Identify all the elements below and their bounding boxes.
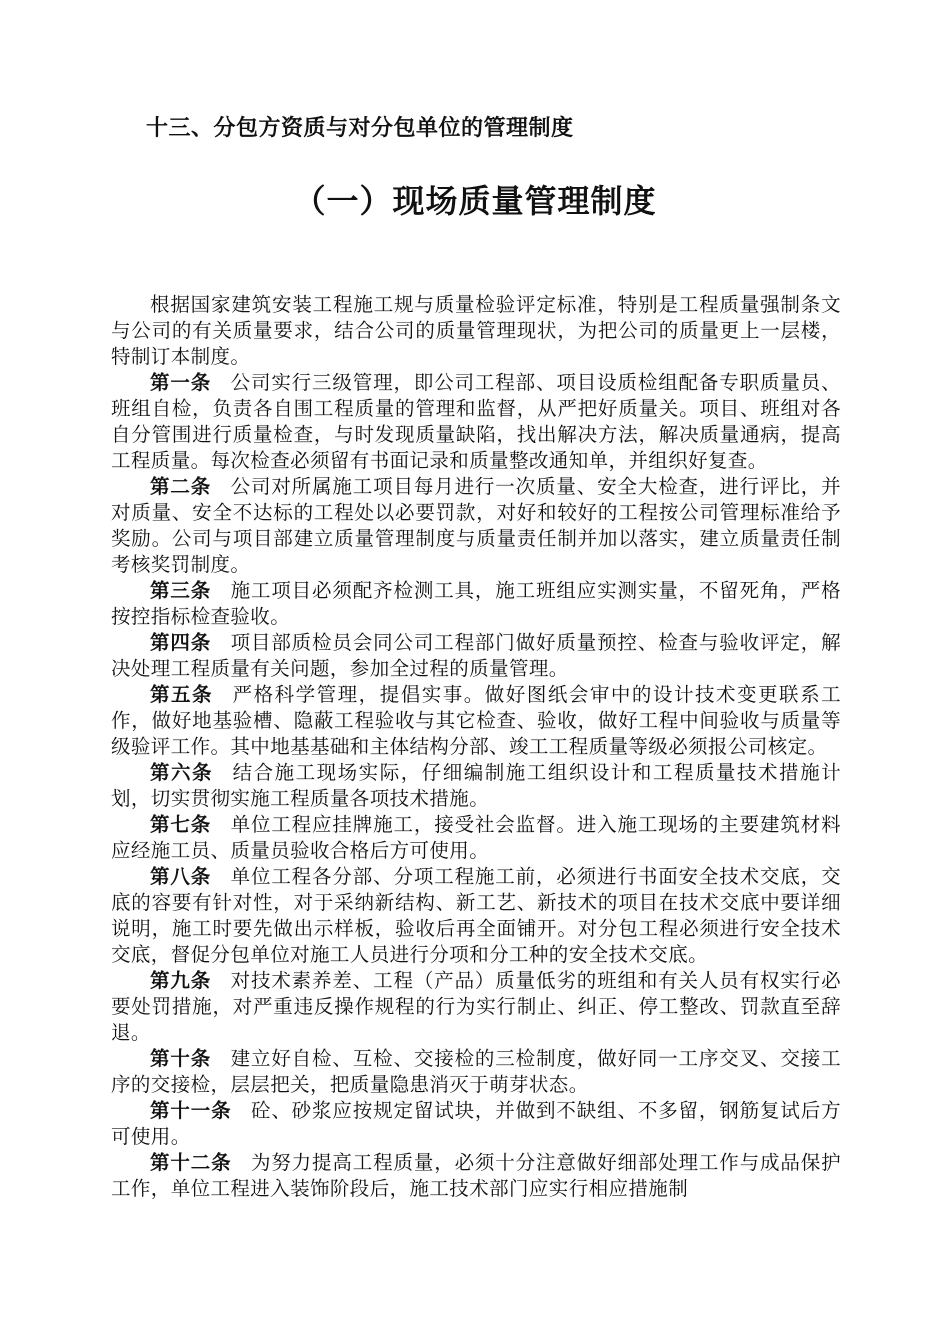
article-9 xyxy=(111,968,841,1046)
article-11 xyxy=(111,1098,841,1150)
article-label: 第五条 xyxy=(150,683,214,706)
section-heading: 十三、分包方资质与对分包单位的管理制度 xyxy=(146,116,574,141)
page-title: （一）现场质量管理制度 xyxy=(293,182,657,220)
article-text: 施工项目必须配齐检测工具，施工班组应实测实量，不留死角，严格按控指标检查验收。 xyxy=(111,579,841,628)
article-label: 第十条 xyxy=(150,1047,212,1070)
article-text: 砼、砂浆应按规定留试块，并做到不缺组、不多留，钢筋复试后方可使用。 xyxy=(111,1099,841,1148)
article-6 xyxy=(111,760,841,812)
article-10 xyxy=(111,1046,841,1098)
article-label: 第八条 xyxy=(150,865,212,888)
article-text: 建立好自检、互检、交接检的三检制度，做好同一工序交叉、交接工序的交接检，层层把关，把质量隐患消灭于萌芽状态。 xyxy=(111,1047,841,1096)
article-text: 项目部质检员会同公司工程部门做好质量预控、检查与验收评定，解决处理工程质量有关问题，参加全过程的质量管理。 xyxy=(111,631,841,680)
article-label: 第七条 xyxy=(150,813,212,836)
article-7 xyxy=(111,812,841,864)
article-text: 公司实行三级管理，即公司工程部、项目设质检组配备专职质量员、班组自检，负责各自围工程质量的管理和监督，从严把好质量关。项目、班组对各自分管围进行质量检查，与时发现质量缺陷，找出解决方法，解决质量通病，提高工程质量。每次检查必须留有书面记录和质量整改通知单，并组织好复查。 xyxy=(111,371,841,472)
article-label: 第十二条 xyxy=(150,1151,232,1174)
article-text: 对技术素养差、工程（产品）质量低劣的班组和有关人员有权实行必要处罚措施，对严重违反操作规程的行为实行制止、纠正、停工整改、罚款直至辞退。 xyxy=(111,969,841,1044)
article-label: 第四条 xyxy=(150,631,212,654)
article-text: 严格科学管理，提倡实事。做好图纸会审中的设计技术变更联系工作，做好地基验槽、隐蔽工程验收与其它检查、验收，做好工程中间验收与质量等级验评工作。其中地基基础和主体结构分部、竣工工程质量等级必须报公司核定。 xyxy=(111,683,841,758)
article-label: 第六条 xyxy=(150,761,214,784)
article-1 xyxy=(111,370,841,474)
article-label: 第一条 xyxy=(150,371,212,394)
intro-paragraph: 根据国家建筑安装工程施工规与质量检验评定标准，特别是工程质量强制条文与公司的有关质量要求，结合公司的质量管理现状，为把公司的质量更上一层楼，特制订本制度。 xyxy=(111,293,841,368)
article-text: 单位工程应挂牌施工，接受社会监督。进入施工现场的主要建筑材料应经施工员、质量员验收合格后方可使用。 xyxy=(111,813,841,862)
article-5 xyxy=(111,682,841,760)
article-2 xyxy=(111,474,841,578)
article-4 xyxy=(111,630,841,682)
document-body xyxy=(111,292,841,1202)
article-text: 公司对所属施工项目每月进行一次质量、安全大检查，进行评比，并对质量、安全不达标的工程处以必要罚款，对好和较好的工程按公司管理标准给予奖励。公司与项目部建立质量管理制度与质量责任制并加以落实，建立质量责任制考核奖罚制度。 xyxy=(111,475,841,576)
article-label: 第十一条 xyxy=(150,1099,232,1122)
article-label: 第二条 xyxy=(150,475,212,498)
article-12 xyxy=(111,1150,841,1202)
article-label: 第三条 xyxy=(150,579,212,602)
article-text: 结合施工现场实际，仔细编制施工组织设计和工程质量技术措施计划，切实贯彻实施工程质量各项技术措施。 xyxy=(111,761,841,810)
article-label: 第九条 xyxy=(150,969,212,992)
article-text: 单位工程各分部、分项工程施工前，必须进行书面安全技术交底，交底的容要有针对性，对于采纳新结构、新工艺、新技术的项目在技术交底中要详细说明，施工时要先做出示样板，验收后再全面铺开。对分包工程必须进行安全技术交底，督促分包单位对施工人员进行分项和分工种的安全技术交底。 xyxy=(111,865,841,966)
article-3 xyxy=(111,578,841,630)
article-text: 为努力提高工程质量，必须十分注意做好细部处理工作与成品保护工作，单位工程进入装饰阶段后，施工技术部门应实行相应措施制 xyxy=(111,1151,841,1200)
article-8 xyxy=(111,864,841,968)
